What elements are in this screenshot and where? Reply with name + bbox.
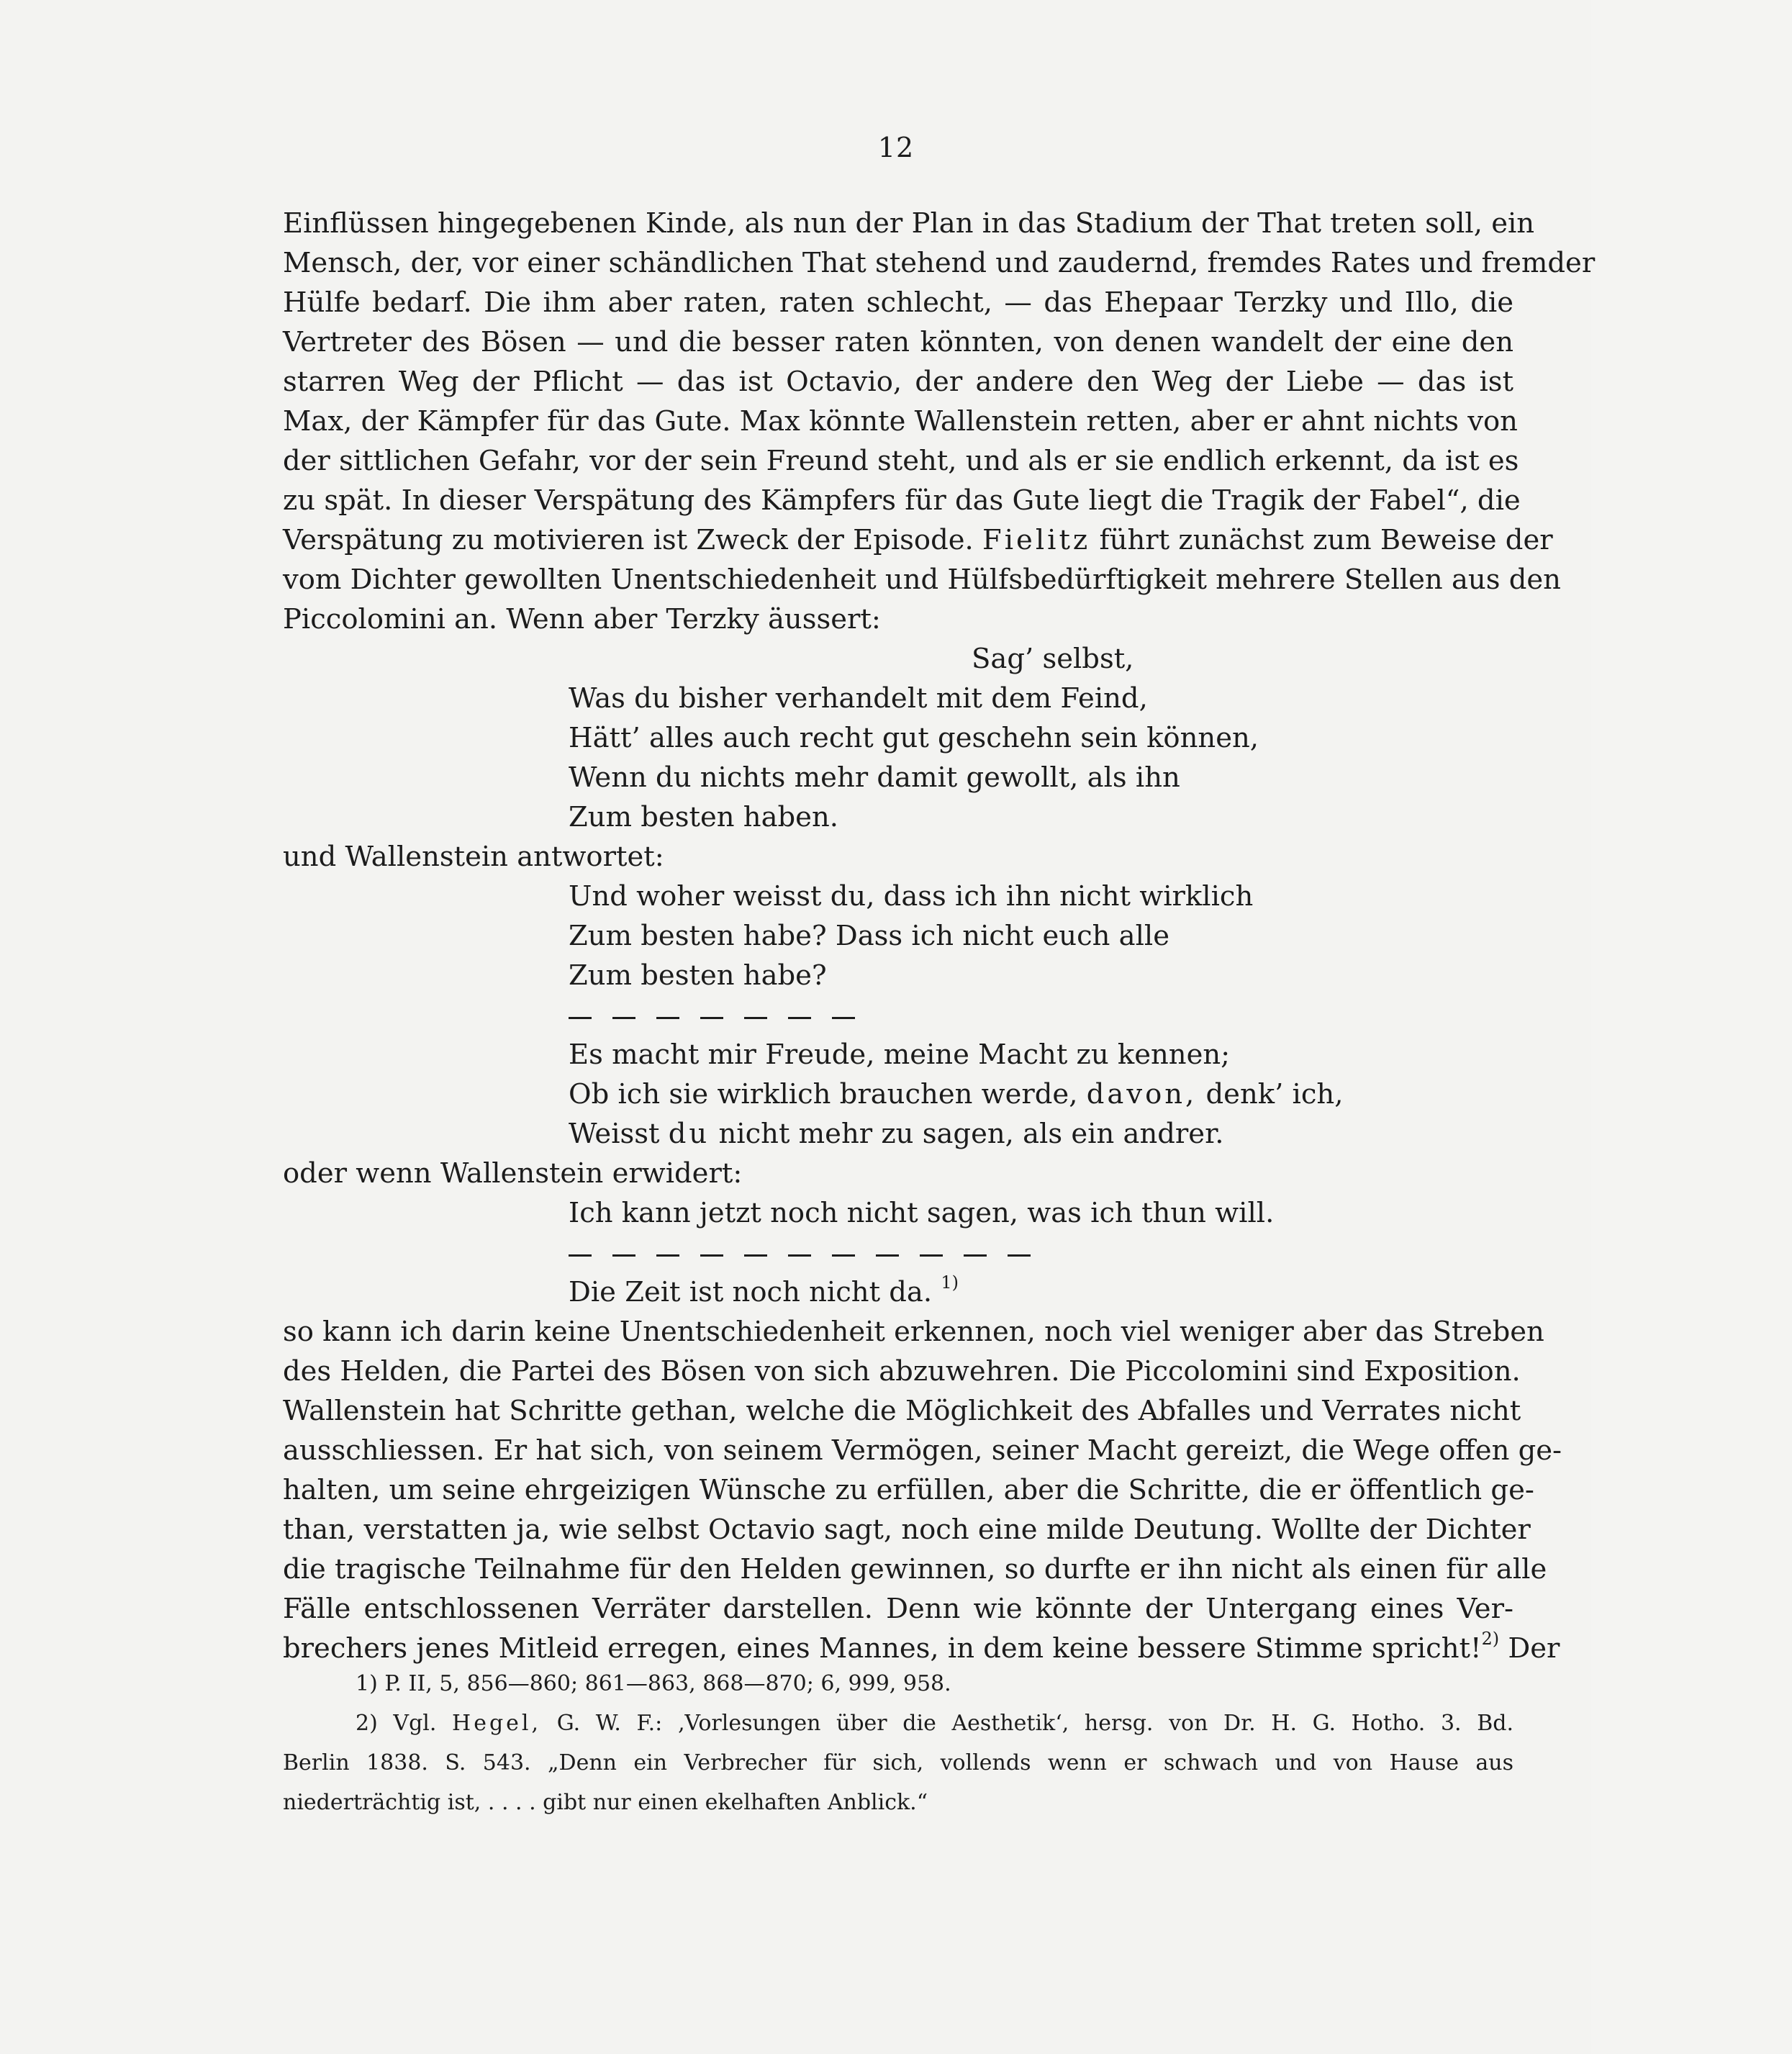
- footnote-2-line: Berlin 1838. S. 543. „Denn ein Verbrecher für sich, vollends wenn er schwach und von Hause aus: [283, 1750, 1513, 1775]
- text-line: Fälle entschlossenen Verräter darstellen. Denn wie könnte der Untergang eines Ver-: [283, 1593, 1513, 1625]
- text-line: Vertreter des Bösen — und die besser raten könnten, von denen wandelt der eine den: [283, 326, 1513, 358]
- text-segment: denk’ ich,: [1205, 1078, 1344, 1110]
- author-name-fielitz: Fielitz: [982, 524, 1091, 556]
- text-line: [283, 520, 1553, 560]
- verse-line: Ich kann jetzt noch nicht sagen, was ich thun will.: [569, 1197, 1275, 1229]
- text-segment: Verspätung zu motivieren ist Zweck der Episode.: [283, 524, 974, 556]
- text-line: Max, der Kämpfer für das Gute. Max könnte Wallenstein retten, aber er ahnt nichts von: [283, 405, 1518, 438]
- verse-line: Wenn du nichts mehr damit gewollt, als ihn: [569, 761, 1180, 794]
- verse-line: Zum besten habe? Dass ich nicht euch alle: [569, 920, 1170, 952]
- text-line: der sittlichen Gefahr, vor der sein Freund steht, und als er sie endlich erkennt, da ist es: [283, 445, 1519, 477]
- verse-line: Und woher weisst du, dass ich ihn nicht wirklich: [569, 880, 1254, 913]
- text-line: die tragische Teilnahme für den Helden gewinnen, so durfte er ihn nicht als einen für alle: [283, 1553, 1547, 1585]
- text-segment: brechers jenes Mitleid erregen, eines Mannes, in dem keine bessere Stimme spricht!: [283, 1632, 1482, 1665]
- verse-line: Was du bisher verhandelt mit dem Feind,: [569, 682, 1148, 715]
- footnotes: [283, 1664, 1513, 1822]
- text-line: than, verstatten ja, wie selbst Octavio sagt, noch eine milde Deutung. Wollte der Dichter: [283, 1514, 1531, 1546]
- text-line: Hülfe bedarf. Die ihm aber raten, raten schlecht, — das Ehepaar Terzky und Illo, die: [283, 286, 1513, 319]
- text-segment: G. W. F.: ‚Vorlesungen über die Aesthetik‘, hersg. von Dr. H. G. Hotho. 3. Bd.: [556, 1711, 1513, 1736]
- text-segment: Weisst: [569, 1118, 660, 1150]
- text-line: Mensch, der, vor einer schändlichen That stehend und zaudernd, fremdes Rates und fremder: [283, 247, 1596, 279]
- footnote-ref-1: 1): [941, 1272, 959, 1293]
- text-segment: führt zunächst zum Beweise der: [1099, 524, 1553, 556]
- text-line: vom Dichter gewollten Unentschiedenheit und Hülfsbedürftigkeit mehrere Stellen aus den: [283, 564, 1561, 596]
- text-line: halten, um seine ehrgeizigen Wünsche zu erfüllen, aber die Schritte, die er öffentlich ge-: [283, 1474, 1534, 1506]
- text-segment: nicht mehr zu sagen, als ein andrer.: [718, 1118, 1224, 1150]
- footnote-2: [283, 1704, 1513, 1743]
- connector-line: oder wenn Wallenstein erwidert:: [283, 1157, 743, 1190]
- text-segment: Die Zeit ist noch nicht da.: [569, 1276, 933, 1308]
- footnote-1: 1) P. II, 5, 856—860; 861—863, 868—870; 6, 999, 958.: [356, 1671, 951, 1696]
- verse-line: Hätt’ alles auch recht gut geschehn sein können,: [569, 722, 1259, 754]
- text-line: starren Weg der Pflicht — das ist Octavio, der andere den Weg der Liebe — das ist: [283, 366, 1513, 398]
- text-line: Piccolomini an. Wenn aber Terzky äussert:: [283, 603, 881, 635]
- emphasis-du: du: [668, 1118, 710, 1150]
- text-segment: Ob ich sie wirklich brauchen werde,: [569, 1078, 1078, 1110]
- text-segment: 2) Vgl.: [356, 1711, 437, 1736]
- verse-line: Es macht mir Freude, meine Macht zu kennen;: [569, 1039, 1231, 1071]
- text-line: ausschliessen. Er hat sich, von seinem Vermögen, seiner Macht gereizt, die Wege offen ge-: [283, 1434, 1562, 1467]
- text-line: Wallenstein hat Schritte gethan, welche die Möglichkeit des Abfalles und Verrates nicht: [283, 1395, 1521, 1427]
- text-line: Einflüssen hingegebenen Kinde, als nun der Plan in das Stadium der That treten soll, ein: [283, 207, 1535, 240]
- connector-line: und Wallenstein antwortet:: [283, 841, 664, 873]
- text-line: [283, 1629, 1560, 1668]
- text-line: des Helden, die Partei des Bösen von sich abzuwehren. Die Piccolomini sind Exposition.: [283, 1355, 1521, 1388]
- author-name-hegel: Hegel,: [452, 1711, 542, 1736]
- main-text: [283, 204, 1596, 1668]
- omission-dashes: [283, 1233, 1513, 1272]
- verse-line: [283, 1272, 1513, 1312]
- verse-line: [283, 1074, 1513, 1114]
- verse-line: Zum besten habe?: [569, 959, 827, 992]
- text-segment: Der: [1508, 1632, 1560, 1665]
- verse-line: [283, 1114, 1513, 1154]
- verse-line: Zum besten haben.: [569, 801, 838, 833]
- omission-dashes: [283, 995, 1513, 1035]
- verse-line: Sag’ selbst,: [972, 643, 1134, 675]
- emphasis-davon: davon,: [1086, 1078, 1198, 1110]
- text-line: zu spät. In dieser Verspätung des Kämpfers für das Gute liegt die Tragik der Fabel“, die: [283, 484, 1521, 517]
- text-line: so kann ich darin keine Unentschiedenheit erkennen, noch viel weniger aber das Streben: [283, 1316, 1544, 1348]
- footnote-2-line: niederträchtig ist, . . . . gibt nur einen ekelhaften Anblick.“: [283, 1790, 928, 1815]
- page-number: 12: [877, 132, 915, 163]
- footnote-ref-2: 2): [1481, 1629, 1500, 1650]
